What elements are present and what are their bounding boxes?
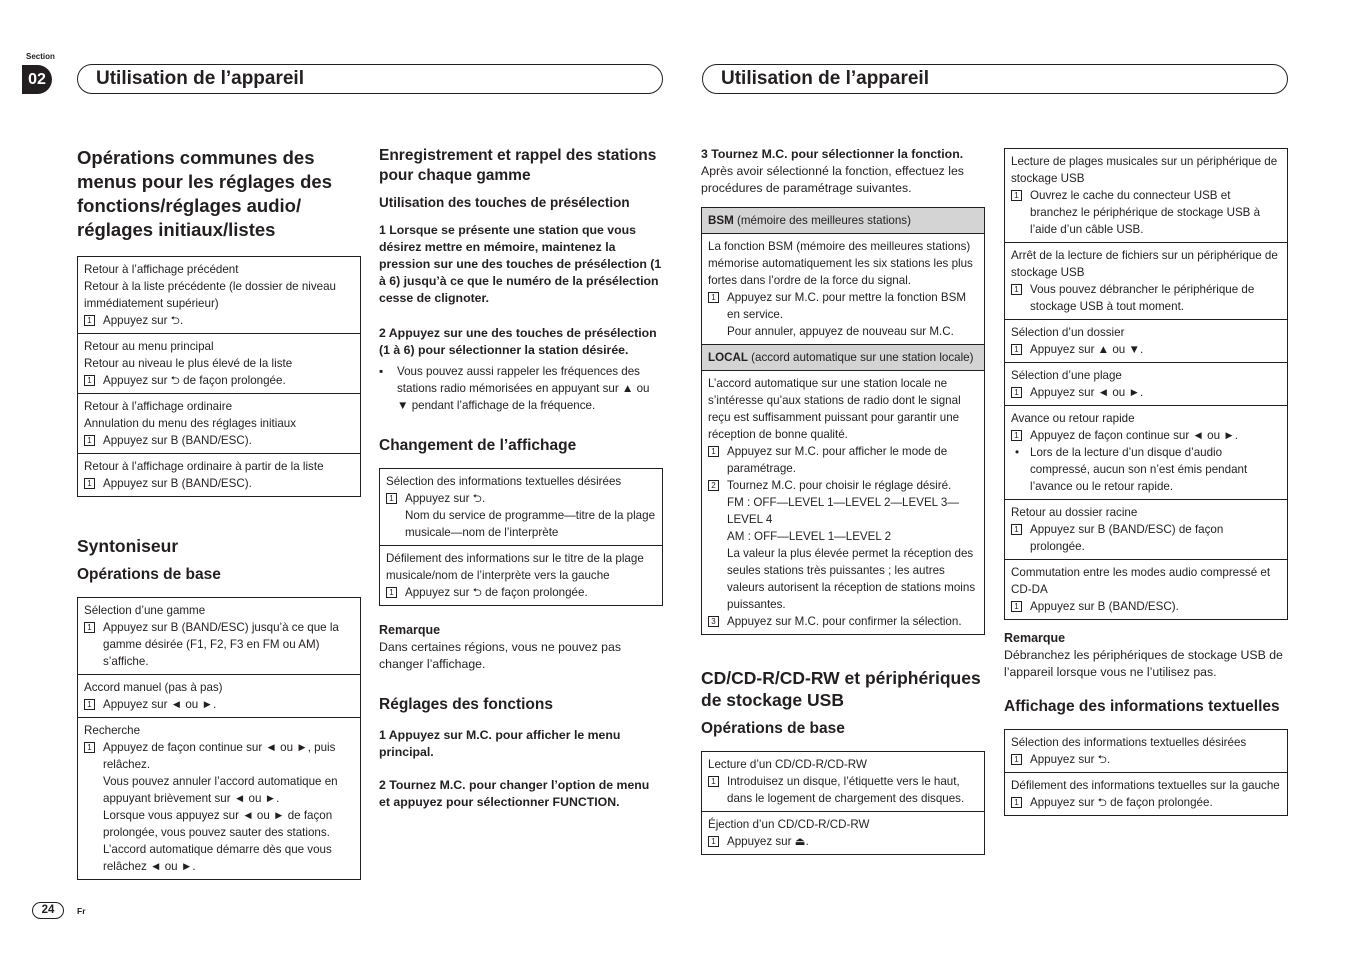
usb-ops-table (1004, 148, 1288, 620)
step-text: Appuyez sur ⮌. (103, 314, 184, 327)
step-item (1011, 384, 1281, 401)
step-item (708, 545, 978, 613)
table-cell (78, 453, 360, 496)
step-text: Appuyez sur ⮌. (1030, 753, 1111, 766)
step-item (1011, 794, 1281, 811)
step-text: Introduisez un disque, l’étiquette vers le haut, dans le logement de chargement des disques. (727, 775, 965, 805)
column-2 (379, 146, 663, 829)
step-text: Appuyez de façon continue sur ◄ ou ►. (1030, 429, 1238, 442)
step-item (386, 490, 656, 507)
func-step-2: 2 Tournez M.C. pour changer l’option de menu et appuyez pour sélectionner FUNCTION. (379, 778, 650, 809)
step-item (386, 507, 656, 541)
step-item (84, 312, 354, 329)
step-text: Appuyez sur B (BAND/ESC) de façon prolongée. (1030, 523, 1224, 553)
step-item (708, 289, 978, 323)
step-number: 1 (1011, 344, 1022, 355)
step-item (84, 773, 354, 807)
cell-line: Sélection des informations textuelles désirées (386, 475, 622, 488)
step-number: 1 (84, 622, 95, 633)
cell-line: Défilement des informations sur le titre de la plage musicale/nom de l’interprète vers la gauche (386, 552, 644, 582)
func-step-3: 3 Tournez M.C. pour sélectionner la fonction. (701, 147, 964, 161)
cell-line: Sélection d’une gamme (84, 604, 206, 617)
step-item (708, 773, 978, 807)
step-text: Pour annuler, appuyez de nouveau sur M.C. (727, 325, 954, 338)
step-number: 1 (84, 435, 95, 446)
section-number-badge: 02 (22, 65, 52, 94)
step-text: Nom du service de programme—titre de la plage musicale—nom de l’interprète (405, 509, 656, 539)
table-cell (1005, 405, 1287, 499)
preset-title: Enregistrement et rappel des stations pour chaque gamme (379, 147, 657, 184)
step-item (1011, 341, 1281, 358)
step-text: Vous pouvez débrancher le périphérique de stockage USB à tout moment. (1030, 283, 1255, 313)
display-table (379, 468, 663, 606)
step-number: 1 (708, 836, 719, 847)
step-item (708, 494, 978, 528)
cell-line: Commutation entre les modes audio compressé et CD-DA (1011, 566, 1271, 596)
step-item (708, 323, 978, 340)
language-code: Fr (77, 906, 86, 916)
step-number: 1 (1011, 387, 1022, 398)
step-text: Appuyez sur ◄ ou ►. (1030, 386, 1144, 399)
step-item (1011, 427, 1281, 444)
step-text: Appuyez sur M.C. pour afficher le mode de paramétrage. (727, 445, 948, 475)
step-item (1011, 521, 1281, 555)
step-text: Appuyez sur B (BAND/ESC) jusqu’à ce que la gamme désirée (F1, F2, F3 en FM ou AM) s’affiche. (103, 621, 339, 668)
table-cell (78, 257, 360, 333)
preset-step-1: 1 Lorsque se présente une station que vous désirez mettre en mémoire, maintenez la pression sur une des touches de présélection (1 à 6) jusqu’à ce que le numéro de la présélection cesse de clignoter. (379, 223, 662, 305)
table-cell (702, 752, 984, 811)
step-number: 1 (1011, 524, 1022, 535)
local-body: L’accord automatique sur une station locale ne s’intéresse qu’aux stations de radio dont le signal reçu est suffisamment puissant pour garantir une réception de bonne qualité. 1 Appuyez sur M.C. pour afficher le mode de paramétrage. 2 Tournez M.C. pour choisir le réglage désiré. FM : OFF—LEVEL 1—LEVEL 2—LEVEL 3—LEVEL 4 AM : OFF—LEVEL 1—LEVEL 2 La valeur la plus élevée permet la réception des seules stations très puissantes ; les autres valeurs autorisent la réception de stations moins puissantes. 3 Appuyez sur M.C. pour confirmer la sélection. (702, 370, 984, 634)
step-text: Appuyez sur ⮌. (405, 492, 486, 505)
step-text: Ouvrez le cache du connecteur USB et branchez le périphérique de stockage USB à l’aide d’un câble USB. (1030, 189, 1261, 236)
step-text: Appuyez sur ▲ ou ▼. (1030, 343, 1144, 356)
step-item (1011, 598, 1281, 615)
column-4 (1004, 148, 1288, 816)
table-cell (1005, 149, 1287, 242)
header-right: Utilisation de l’appareil (702, 64, 1288, 94)
step-item (1011, 751, 1281, 768)
cell-line: Retour à l’affichage précédent (84, 263, 239, 276)
column-3 (701, 146, 985, 855)
cell-line: Défilement des informations textuelles sur la gauche (1011, 779, 1280, 792)
step-text: Appuyez de façon continue sur ◄ ou ►, puis relâchez. (103, 741, 336, 771)
step-text: Lors de la lecture d’un disque d’audio compressé, aucun son n’est émis pendant l’avance ou le retour rapide. (1030, 446, 1248, 493)
step-item (708, 443, 978, 477)
cd-usb-title: CD/CD-R/CD-RW et périphériques de stockage USB (701, 668, 981, 710)
table-cell (78, 393, 360, 453)
usb-note: Débranchez les périphériques de stockage USB de l’appareil lorsque vous ne l’utilisez pas. (1004, 648, 1283, 679)
step-text: Appuyez sur ⮌ de façon prolongée. (405, 586, 588, 599)
step-number: 2 (708, 480, 719, 491)
header-left: Utilisation de l’appareil (77, 64, 663, 94)
step-text: L’accord automatique démarre dès que vous relâchez ◄ ou ►. (103, 843, 332, 873)
cell-line: Lecture de plages musicales sur un périphérique de stockage USB (1011, 155, 1278, 185)
step-number: 1 (1011, 430, 1022, 441)
table-cell (78, 333, 360, 393)
step-number: 1 (1011, 601, 1022, 612)
table-cell (1005, 730, 1287, 772)
func-table (701, 207, 985, 635)
table-cell (78, 717, 360, 879)
step-number: 1 (1011, 190, 1022, 201)
step-text: Appuyez sur M.C. pour confirmer la sélection. (727, 615, 962, 628)
cell-line: Sélection des informations textuelles désirées (1011, 736, 1247, 749)
bsm-body: La fonction BSM (mémoire des meilleures stations) mémorise automatiquement les six stations les plus fortes dans l’ordre de la force du signal. 1 Appuyez sur M.C. pour mettre la fonction BSM en service. Pour annuler, appuyez de nouveau sur M.C. (702, 233, 984, 344)
step-item (1011, 444, 1281, 495)
table-cell (1005, 772, 1287, 815)
step-text: Appuyez sur B (BAND/ESC). (103, 477, 252, 490)
func-title: Réglages des fonctions (379, 696, 553, 713)
step-text: AM : OFF—LEVEL 1—LEVEL 2 (727, 530, 892, 543)
common-menu-title: Opérations communes des menus pour les réglages des fonctions/réglages audio/ réglages initiaux/listes (77, 147, 332, 240)
step-number: 1 (708, 292, 719, 303)
display-note-title: Remarque (379, 623, 441, 637)
step-number: 1 (386, 587, 397, 598)
display-title: Changement de l’affichage (379, 437, 577, 454)
step-number: 1 (1011, 284, 1022, 295)
column-1 (77, 146, 361, 880)
step-number: 1 (84, 375, 95, 386)
step-text: Lorsque vous appuyez sur ◄ ou ► de façon prolongée, vous pouvez sauter des stations. (103, 809, 333, 839)
func-after-text: Après avoir sélectionné la fonction, effectuez les procédures de paramétrage suivantes. (701, 164, 964, 195)
table-cell (1005, 242, 1287, 319)
step-item (1011, 187, 1281, 238)
step-number: • (1015, 446, 1020, 459)
step-number: 1 (708, 446, 719, 457)
step-number: 1 (1011, 797, 1022, 808)
step-item (84, 696, 354, 713)
cell-line: Sélection d’un dossier (1011, 326, 1125, 339)
tuner-title: Syntoniseur (77, 536, 179, 556)
step-item (708, 477, 978, 494)
table-cell (380, 545, 662, 605)
step-text: Appuyez sur ⮌ de façon prolongée. (103, 374, 286, 387)
step-text: Appuyez sur B (BAND/ESC). (1030, 600, 1179, 613)
table-cell (1005, 559, 1287, 619)
step-number: 1 (84, 315, 95, 326)
step-text: Tournez M.C. pour choisir le réglage désiré. (727, 479, 952, 492)
step-text: FM : OFF—LEVEL 1—LEVEL 2—LEVEL 3—LEVEL 4 (727, 496, 959, 526)
step-number: 1 (1011, 754, 1022, 765)
step-item (708, 833, 978, 850)
step-item (84, 807, 354, 841)
cell-line: Annulation du menu des réglages initiaux (84, 417, 297, 430)
cd-ops-table (701, 751, 985, 855)
tuner-ops-table (77, 597, 361, 880)
section-label: Section (26, 52, 55, 61)
cell-line: Arrêt de la lecture de fichiers sur un périphérique de stockage USB (1011, 249, 1278, 279)
cell-line: Retour au dossier racine (1011, 506, 1138, 519)
step-item (84, 739, 354, 773)
step-item (386, 584, 656, 601)
local-header: LOCAL (accord automatique sur une station locale) (702, 344, 984, 370)
table-cell (1005, 362, 1287, 405)
cell-line: Lecture d’un CD/CD-R/CD-RW (708, 758, 867, 771)
step-text: Appuyez sur B (BAND/ESC). (103, 434, 252, 447)
cell-line: Retour au menu principal (84, 340, 214, 353)
step-number: 1 (386, 493, 397, 504)
step-text: Appuyez sur ⮌ de façon prolongée. (1030, 796, 1213, 809)
cell-line: Retour au niveau le plus élevé de la liste (84, 357, 293, 370)
table-cell (1005, 499, 1287, 559)
preset-step-2: 2 Appuyez sur une des touches de présélection (1 à 6) pour sélectionner la station désirée. (379, 326, 657, 357)
cell-line: Retour à la liste précédente (le dossier de niveau immédiatement supérieur) (84, 280, 336, 310)
tuner-basic-title: Opérations de base (77, 566, 221, 583)
step-item (708, 613, 978, 630)
cell-line: Sélection d’une plage (1011, 369, 1122, 382)
step-item (708, 528, 978, 545)
table-cell (78, 598, 360, 674)
step-item (84, 475, 354, 492)
step-text: Appuyez sur ⏏. (727, 835, 809, 848)
text-info-title: Affichage des informations textuelles (1004, 698, 1280, 715)
cell-line: Éjection d’un CD/CD-R/CD-RW (708, 818, 870, 831)
usb-note-title: Remarque (1004, 631, 1066, 645)
table-cell (702, 811, 984, 854)
preset-bullet: ▪ Vous pouvez aussi rappeler les fréquences des stations radio mémorisées en appuyant sur ▲ ou ▼ pendant l’affichage de la fréquence. (379, 365, 650, 412)
step-item (84, 619, 354, 670)
cell-line: Retour à l’affichage ordinaire (84, 400, 233, 413)
step-text: Appuyez sur ◄ ou ►. (103, 698, 217, 711)
cell-line: Accord manuel (pas à pas) (84, 681, 223, 694)
bsm-header: BSM (mémoire des meilleures stations) (702, 208, 984, 233)
step-item (84, 841, 354, 875)
table-cell (78, 674, 360, 717)
cell-line: Recherche (84, 724, 141, 737)
func-step-1: 1 Appuyez sur M.C. pour afficher le menu principal. (379, 728, 621, 759)
table-cell (380, 469, 662, 545)
step-number: 3 (708, 616, 719, 627)
cell-line: Retour à l’affichage ordinaire à partir de la liste (84, 460, 324, 473)
preset-subtitle: Utilisation des touches de présélection (379, 195, 630, 210)
step-number: 1 (84, 699, 95, 710)
step-number: 1 (708, 776, 719, 787)
cell-line: Avance ou retour rapide (1011, 412, 1135, 425)
step-text: La valeur la plus élevée permet la réception des seules stations très puissantes ; les autres valeurs autorisent la réception de stations moins puissantes. (727, 547, 976, 611)
text-info-table (1004, 729, 1288, 816)
step-number: 1 (84, 478, 95, 489)
display-note: Dans certaines régions, vous ne pouvez pas changer l’affichage. (379, 640, 621, 671)
step-text: Appuyez sur M.C. pour mettre la fonction BSM en service. (727, 291, 967, 321)
step-item (84, 432, 354, 449)
step-text: Vous pouvez annuler l’accord automatique en appuyant brièvement sur ◄ ou ►. (103, 775, 338, 805)
page-number: 24 (32, 902, 64, 919)
step-item (1011, 281, 1281, 315)
step-number: 1 (84, 742, 95, 753)
table-cell (1005, 319, 1287, 362)
cd-basic-title: Opérations de base (701, 720, 845, 737)
step-item (84, 372, 354, 389)
menu-ops-table (77, 256, 361, 497)
